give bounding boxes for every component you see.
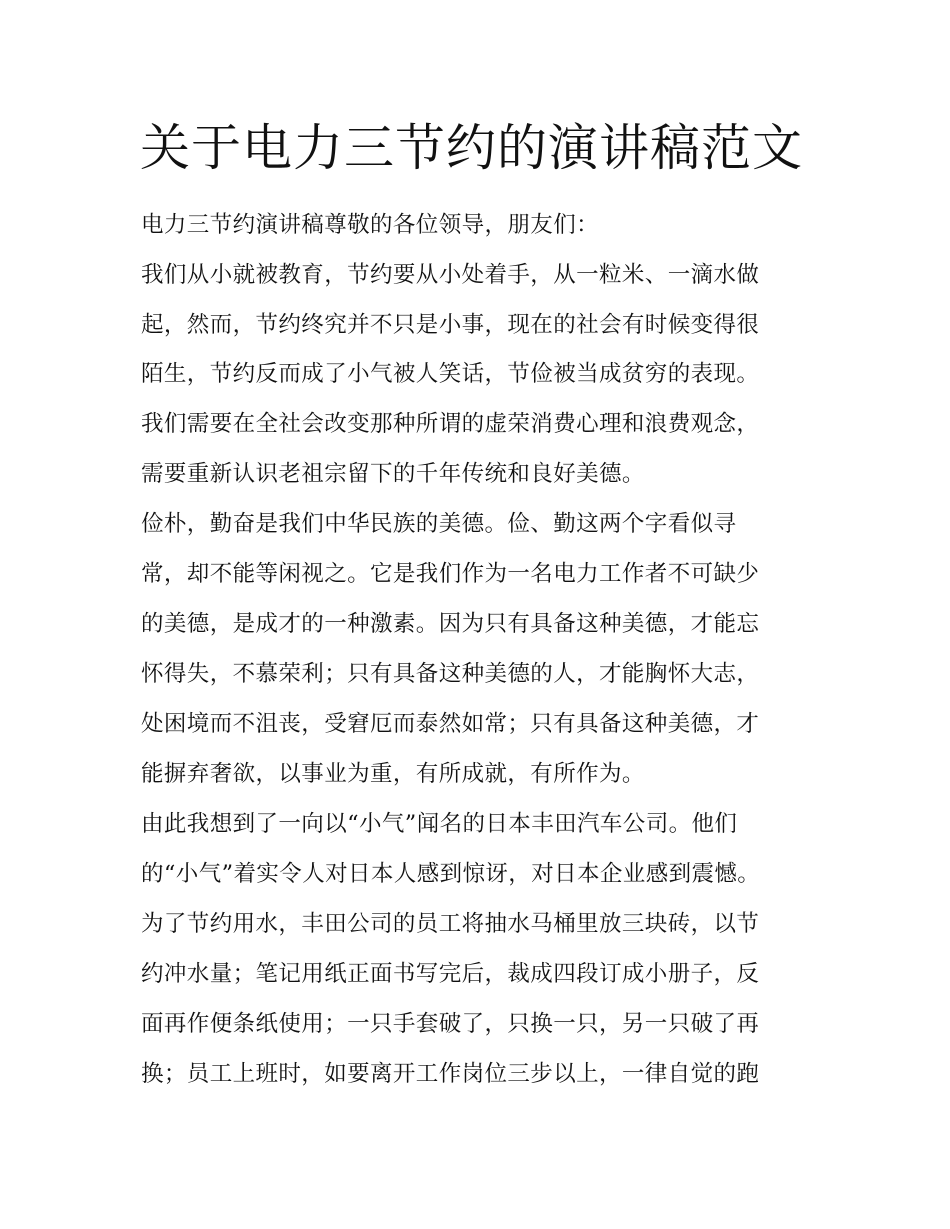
- text-line: 陌生，节约反而成了小气被人笑话，节俭被当成贫穷的表现。: [141, 361, 760, 387]
- text-line: 怀得失，不慕荣利；只有具备这种美德的人，才能胸怀大志，: [141, 661, 760, 687]
- text-line: 约冲水量；笔记用纸正面书写完后，裁成四段订成小册子，反: [141, 961, 760, 987]
- text-line: 我们从小就被教育，节约要从小处着手，从一粒米、一滴水做: [141, 262, 760, 288]
- text-line: 我们需要在全社会改变那种所谓的虚荣消费心理和浪费观念，: [141, 411, 760, 437]
- text-line: 的美德，是成才的一种激素。因为只有具备这种美德，才能忘: [141, 611, 760, 637]
- text-line: 的“小气”着实令人对日本人感到惊讶，对日本企业感到震憾。: [141, 861, 761, 887]
- text-line: 常，却不能等闲视之。它是我们作为一名电力工作者不可缺少: [141, 561, 760, 587]
- text-line: 为了节约用水，丰田公司的员工将抽水马桶里放三块砖，以节: [141, 911, 760, 937]
- text-line: 处困境而不沮丧，受窘厄而泰然如常；只有具备这种美德，才: [141, 711, 760, 737]
- text-line: 电力三节约演讲稿尊敬的各位领导，朋友们：: [141, 212, 600, 238]
- text-line: 需要重新认识老祖宗留下的千年传统和良好美德。: [141, 461, 645, 487]
- text-line: 俭朴，勤奋是我们中华民族的美德。俭、勤这两个字看似寻: [141, 511, 737, 537]
- text-line: 面再作便条纸使用；一只手套破了，只换一只，另一只破了再: [141, 1011, 760, 1037]
- text-line: 由此我想到了一向以“小气”闻名的日本丰田汽车公司。他们: [141, 811, 738, 837]
- text-line: 能摒弃奢欲，以事业为重，有所成就，有所作为。: [141, 761, 645, 787]
- text-line: 起，然而，节约终究并不只是小事，现在的社会有时候变得很: [141, 312, 760, 338]
- text-line: 换；员工上班时，如要离开工作岗位三步以上，一律自觉的跑: [141, 1061, 760, 1087]
- document-title: 关于电力三节约的演讲稿范文: [140, 119, 803, 177]
